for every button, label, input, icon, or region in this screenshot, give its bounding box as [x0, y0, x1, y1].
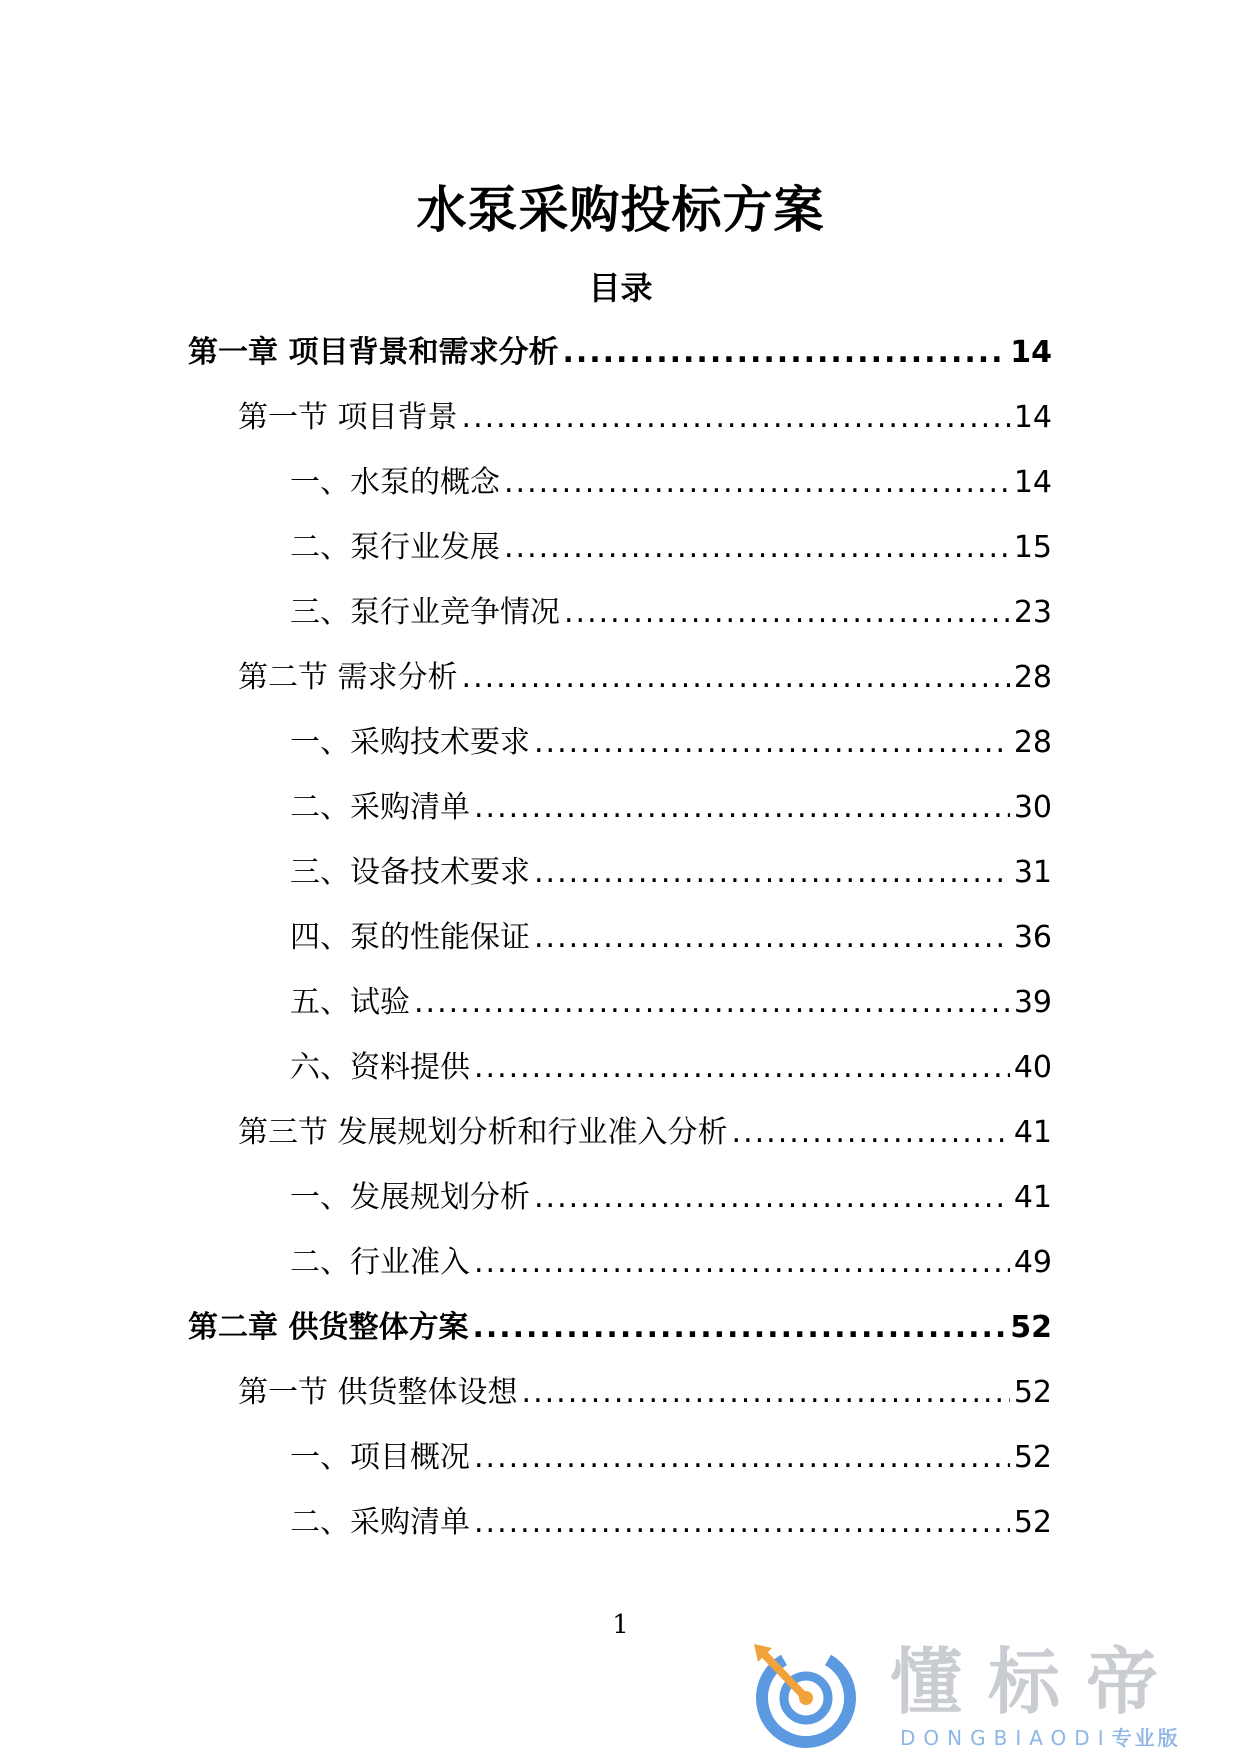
toc-entry-page: 52 [1013, 1375, 1052, 1410]
toc-entry[interactable] [188, 1240, 1052, 1305]
toc-entry[interactable] [188, 1175, 1052, 1240]
toc-dot-leader [562, 330, 1006, 376]
toc-entry-page: 28 [1013, 660, 1052, 695]
toc-entry[interactable] [188, 1500, 1052, 1565]
toc-entry-page: 31 [1013, 855, 1052, 890]
table-of-contents [188, 330, 1052, 1565]
watermark-latin: DONGBIAODI [900, 1726, 1112, 1750]
toc-entry-label: 第三节 发展规划分析和行业准入分析 [238, 1115, 728, 1150]
toc-dot-leader [534, 720, 1010, 766]
toc-dot-leader [414, 980, 1010, 1026]
toc-dot-leader [534, 850, 1010, 896]
toc-dot-leader [474, 1500, 1010, 1546]
toc-entry-label: 三、泵行业竞争情况 [290, 595, 560, 630]
toc-entry[interactable] [188, 1435, 1052, 1500]
toc-entry[interactable] [188, 330, 1052, 395]
toc-entry[interactable] [188, 525, 1052, 590]
toc-entry-label: 一、水泵的概念 [290, 465, 500, 500]
toc-entry-page: 28 [1013, 725, 1052, 760]
toc-entry-page: 52 [1013, 1505, 1052, 1540]
watermark-edition: 专业版 [1111, 1726, 1181, 1750]
toc-entry-label: 第一章 项目背景和需求分析 [188, 335, 559, 370]
toc-dot-leader [474, 1045, 1010, 1091]
toc-entry-page: 23 [1013, 595, 1052, 630]
toc-heading: 目录 [588, 269, 653, 307]
toc-entry-label: 四、泵的性能保证 [290, 920, 530, 955]
toc-entry[interactable] [188, 460, 1052, 525]
toc-dot-leader [474, 1240, 1010, 1286]
toc-entry[interactable] [188, 980, 1052, 1045]
toc-entry-label: 二、行业准入 [290, 1245, 470, 1280]
target-logo-icon [748, 1640, 860, 1748]
toc-dot-leader [474, 1435, 1010, 1481]
toc-entry-page: 30 [1013, 790, 1052, 825]
toc-entry-page: 15 [1013, 530, 1052, 565]
toc-entry[interactable] [188, 590, 1052, 655]
toc-dot-leader [564, 590, 1010, 636]
toc-entry[interactable] [188, 785, 1052, 850]
toc-entry[interactable] [188, 655, 1052, 720]
toc-entry-label: 第二节 需求分析 [238, 660, 458, 695]
toc-entry[interactable] [188, 1370, 1052, 1435]
toc-dot-leader [534, 1175, 1010, 1221]
toc-dot-leader [504, 525, 1010, 571]
toc-entry[interactable] [188, 1305, 1052, 1370]
toc-entry-label: 一、发展规划分析 [290, 1180, 530, 1215]
toc-entry[interactable] [188, 1110, 1052, 1175]
toc-entry-label: 二、泵行业发展 [290, 530, 500, 565]
toc-entry-page: 52 [1013, 1440, 1052, 1475]
toc-entry-label: 六、资料提供 [290, 1050, 470, 1085]
toc-entry[interactable] [188, 1045, 1052, 1110]
toc-entry-label: 一、项目概况 [290, 1440, 470, 1475]
toc-entry[interactable] [188, 850, 1052, 915]
toc-entry[interactable] [188, 395, 1052, 460]
toc-entry-label: 五、试验 [290, 985, 410, 1020]
toc-entry-page: 40 [1013, 1050, 1052, 1085]
toc-dot-leader [462, 655, 1010, 701]
toc-entry-page: 41 [1013, 1180, 1052, 1215]
toc-entry[interactable] [188, 720, 1052, 785]
toc-dot-leader [474, 785, 1010, 831]
toc-entry-label: 三、设备技术要求 [290, 855, 530, 890]
toc-entry-page: 39 [1013, 985, 1052, 1020]
watermark-brand-name: 懂标帝 [890, 1640, 1185, 1724]
toc-entry-page: 36 [1013, 920, 1052, 955]
toc-entry-page: 52 [1010, 1310, 1052, 1345]
toc-dot-leader [472, 1305, 1006, 1351]
page-number: 1 [612, 1610, 629, 1640]
toc-entry-label: 二、采购清单 [290, 1505, 470, 1540]
toc-entry-label: 第一节 供货整体设想 [238, 1375, 518, 1410]
toc-entry-page: 41 [1013, 1115, 1052, 1150]
watermark-subtitle [900, 1726, 1181, 1750]
toc-dot-leader [732, 1110, 1010, 1156]
toc-entry-page: 14 [1010, 335, 1052, 370]
toc-entry-label: 第二章 供货整体方案 [188, 1310, 469, 1345]
toc-entry-label: 第一节 项目背景 [238, 400, 458, 435]
toc-dot-leader [462, 395, 1010, 441]
watermark [740, 1634, 1220, 1750]
toc-dot-leader [522, 1370, 1010, 1416]
toc-entry-page: 49 [1013, 1245, 1052, 1280]
toc-entry[interactable] [188, 915, 1052, 980]
toc-entry-label: 二、采购清单 [290, 790, 470, 825]
toc-dot-leader [534, 915, 1010, 961]
document-title: 水泵采购投标方案 [416, 181, 825, 239]
toc-entry-page: 14 [1013, 400, 1052, 435]
toc-dot-leader [504, 460, 1010, 506]
toc-entry-label: 一、采购技术要求 [290, 725, 530, 760]
toc-entry-page: 14 [1013, 465, 1052, 500]
